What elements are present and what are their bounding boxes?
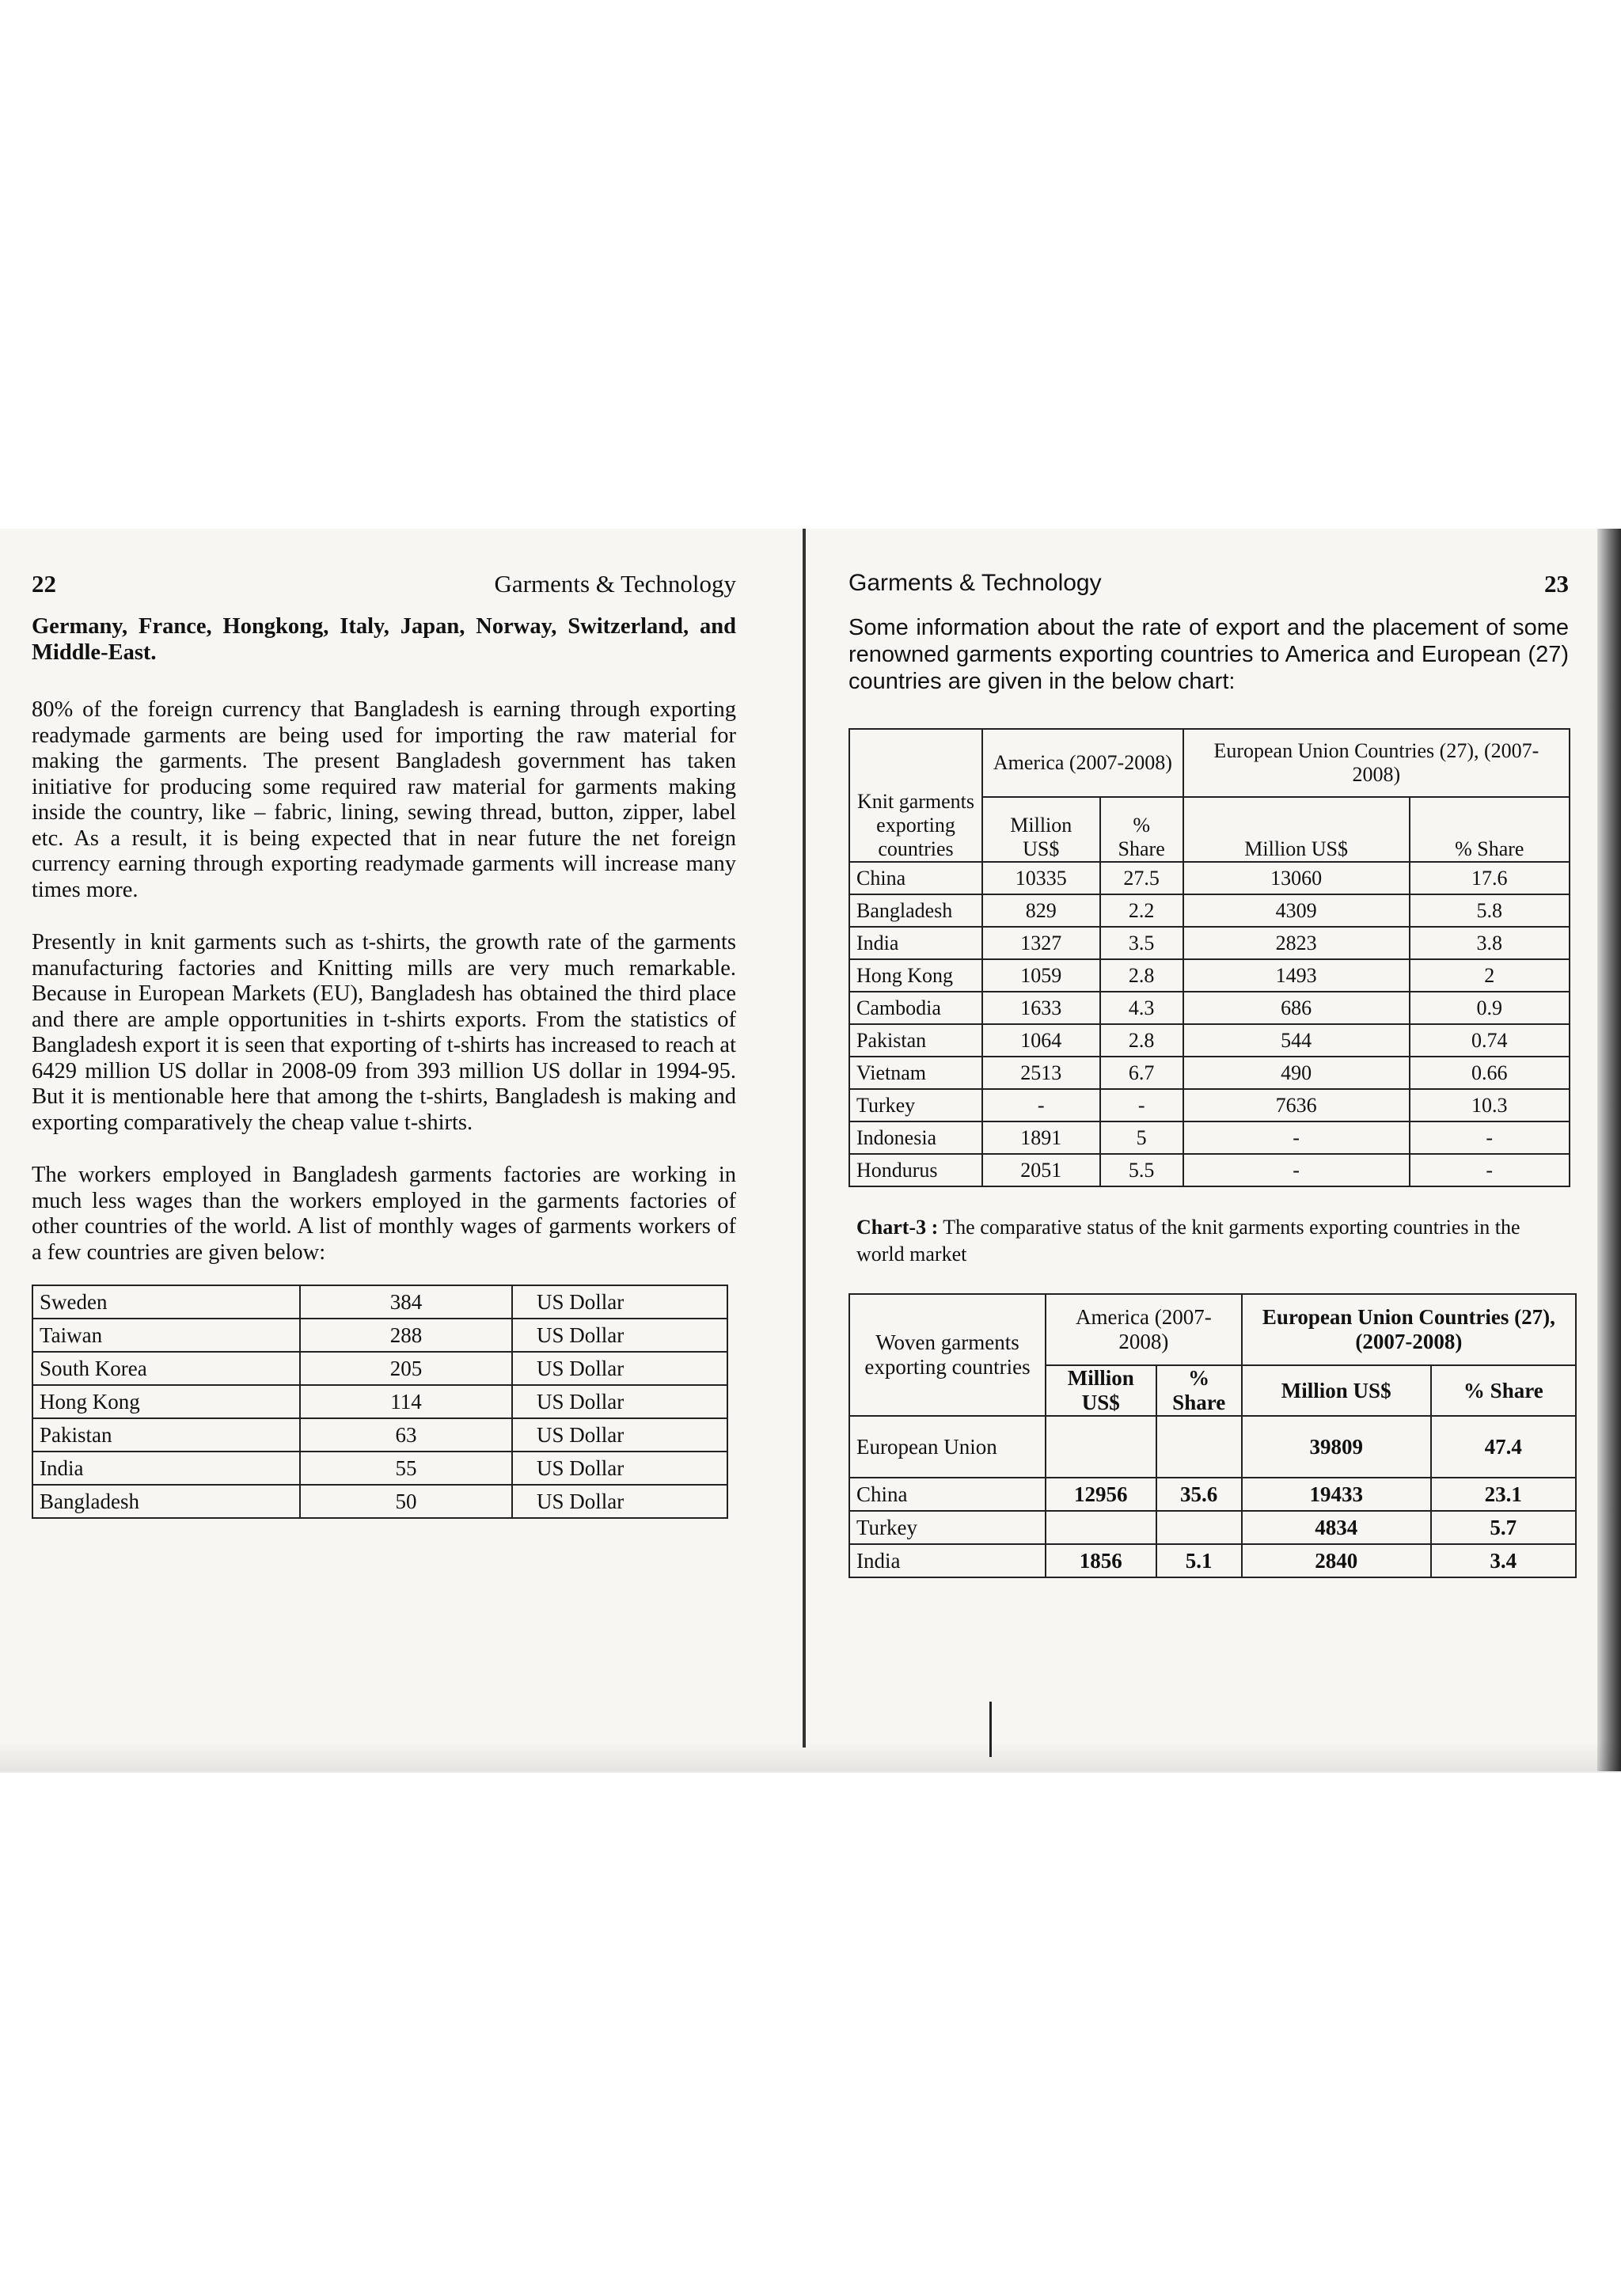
eu-share-cell: 17.6 (1410, 862, 1570, 894)
amount-cell: 50 (300, 1485, 512, 1518)
eu-share-cell: 10.3 (1410, 1089, 1570, 1121)
amount-cell: 288 (300, 1319, 512, 1352)
country-cell: South Korea (32, 1352, 300, 1385)
eu-share-cell: - (1410, 1121, 1570, 1154)
am-share-cell (1156, 1511, 1242, 1544)
header-america: America (2007-2008) (1046, 1294, 1242, 1365)
am-million-cell: 1064 (982, 1024, 1100, 1057)
header-eu-share: % Share (1431, 1365, 1576, 1416)
am-share-cell: 27.5 (1100, 862, 1183, 894)
am-million-cell: 829 (982, 894, 1100, 927)
book-spine (803, 529, 806, 1748)
eu-million-cell: 4309 (1183, 894, 1410, 927)
eu-million-cell: 544 (1183, 1024, 1410, 1057)
amount-cell: 55 (300, 1452, 512, 1485)
header-million-us: Million US$ (982, 797, 1100, 862)
table-row (32, 1319, 727, 1352)
unit-cell: US Dollar (512, 1319, 727, 1352)
unit-cell: US Dollar (512, 1452, 727, 1485)
bottom-shadow (0, 1741, 1621, 1773)
eu-million-cell: 1493 (1183, 959, 1410, 992)
country-cell: India (32, 1452, 300, 1485)
eu-share-cell: 0.9 (1410, 992, 1570, 1024)
left-page-header (32, 570, 736, 614)
page-edge-shadow (1597, 529, 1621, 1771)
eu-share-cell: 3.8 (1410, 927, 1570, 959)
header-eu-million: Million US$ (1242, 1365, 1431, 1416)
am-share-cell: 5.1 (1156, 1544, 1242, 1577)
am-share-cell: 5 (1100, 1121, 1183, 1154)
header-eu: European Union Countries (27), (2007-2008) (1242, 1294, 1576, 1365)
country-cell: Pakistan (32, 1418, 300, 1452)
header-country: Knit garments exporting countries (849, 729, 982, 862)
country-cell: Turkey (849, 1511, 1046, 1544)
eu-share-cell: 0.74 (1410, 1024, 1570, 1057)
table-row (849, 1478, 1576, 1511)
running-title: Garments & Technology (494, 570, 736, 598)
header-million-us: Million US$ (1046, 1365, 1156, 1416)
header-share: % Share (1156, 1365, 1242, 1416)
eu-million-cell: 2840 (1242, 1544, 1431, 1577)
amount-cell: 63 (300, 1418, 512, 1452)
amount-cell: 114 (300, 1385, 512, 1418)
paragraph-countries: Germany, France, Hongkong, Italy, Japan, Norway, Switzerland, and Middle-East. (32, 614, 736, 665)
unit-cell: US Dollar (512, 1385, 727, 1418)
eu-share-cell: 3.4 (1431, 1544, 1576, 1577)
header-eu: European Union Countries (27), (2007-2008) (1183, 729, 1570, 797)
am-share-cell: - (1100, 1089, 1183, 1121)
right-page (848, 570, 1569, 1578)
eu-million-cell: 13060 (1183, 862, 1410, 894)
table-row (32, 1452, 727, 1485)
eu-million-cell: 686 (1183, 992, 1410, 1024)
table-row (849, 1511, 1576, 1544)
country-cell: Taiwan (32, 1319, 300, 1352)
table-row (32, 1285, 727, 1319)
table-row (32, 1485, 727, 1518)
intro-paragraph: Some information about the rate of export and the placement of some renowned garments exporting countries to America and European (27) countries are given in the below chart: (848, 615, 1569, 694)
eu-million-cell: 19433 (1242, 1478, 1431, 1511)
header-country: Woven garments exporting countries (849, 1294, 1046, 1416)
am-million-cell: - (982, 1089, 1100, 1121)
eu-million-cell: 7636 (1183, 1089, 1410, 1121)
table-row (849, 1544, 1576, 1577)
eu-share-cell: 5.7 (1431, 1511, 1576, 1544)
am-million-cell (1046, 1416, 1156, 1478)
page-number: 23 (1544, 570, 1569, 598)
country-cell: Bangladesh (849, 894, 982, 927)
eu-million-cell: 490 (1183, 1057, 1410, 1089)
unit-cell: US Dollar (512, 1352, 727, 1385)
am-million-cell: 1327 (982, 927, 1100, 959)
eu-share-cell: 5.8 (1410, 894, 1570, 927)
paragraph-wages-intro: The workers employed in Bangladesh garments factories are working in much less wages than the workers employed in the garments factories of other countries of the world. A list of monthly wages of garments workers of a few countries are given below: (32, 1163, 736, 1265)
unit-cell: US Dollar (512, 1418, 727, 1452)
country-cell: India (849, 1544, 1046, 1577)
table-row (849, 1121, 1570, 1154)
eu-million-cell: - (1183, 1154, 1410, 1186)
chart-caption (856, 1214, 1569, 1268)
country-cell: Cambodia (849, 992, 982, 1024)
am-share-cell: 2.8 (1100, 1024, 1183, 1057)
am-share-cell: 3.5 (1100, 927, 1183, 959)
running-title: Garments & Technology (848, 570, 1102, 596)
eu-million-cell: 4834 (1242, 1511, 1431, 1544)
table-row (849, 927, 1570, 959)
table-row (849, 992, 1570, 1024)
unit-cell: US Dollar (512, 1285, 727, 1319)
table-row (849, 1154, 1570, 1186)
header-america: America (2007-2008) (982, 729, 1183, 797)
wages-table (32, 1285, 728, 1519)
country-cell: Hondurus (849, 1154, 982, 1186)
page-number: 22 (32, 570, 56, 598)
am-share-cell: 2.8 (1100, 959, 1183, 992)
table-row (849, 1089, 1570, 1121)
paragraph-foreign-currency: 80% of the foreign currency that Bangladesh is earning through exporting readymade garments are being used for importing the raw material for making the garments. The present Bangladesh government has taken initiative for producing some required raw material for garments making inside the country, like – fabric, lining, sewing thread, button, zipper, label etc. As a result, it is being expected that in near future the net foreign currency earning through exporting readymade garments will increase many times more. (32, 697, 736, 902)
header-eu-million: Million US$ (1183, 797, 1410, 862)
gutter-mark (989, 1702, 992, 1757)
am-share-cell: 4.3 (1100, 992, 1183, 1024)
am-share-cell (1156, 1416, 1242, 1478)
woven-export-table (848, 1293, 1577, 1578)
eu-share-cell: 47.4 (1431, 1416, 1576, 1478)
am-million-cell: 10335 (982, 862, 1100, 894)
country-cell: Turkey (849, 1089, 982, 1121)
table-row (849, 1024, 1570, 1057)
am-share-cell: 5.5 (1100, 1154, 1183, 1186)
country-cell: Hong Kong (32, 1385, 300, 1418)
eu-share-cell: 23.1 (1431, 1478, 1576, 1511)
country-cell: Sweden (32, 1285, 300, 1319)
table-row (32, 1385, 727, 1418)
am-million-cell: 12956 (1046, 1478, 1156, 1511)
am-million-cell: 2051 (982, 1154, 1100, 1186)
am-million-cell: 2513 (982, 1057, 1100, 1089)
country-cell: Hong Kong (849, 959, 982, 992)
am-million-cell: 1856 (1046, 1544, 1156, 1577)
table-row (849, 1416, 1576, 1478)
country-cell: China (849, 862, 982, 894)
table-row (32, 1418, 727, 1452)
am-million-cell (1046, 1511, 1156, 1544)
country-cell: Indonesia (849, 1121, 982, 1154)
table-row (849, 894, 1570, 927)
country-cell: Bangladesh (32, 1485, 300, 1518)
country-cell: Pakistan (849, 1024, 982, 1057)
country-cell: India (849, 927, 982, 959)
eu-million-cell: - (1183, 1121, 1410, 1154)
country-cell: China (849, 1478, 1046, 1511)
table-row (849, 1057, 1570, 1089)
header-eu-share: % Share (1410, 797, 1570, 862)
eu-million-cell: 2823 (1183, 927, 1410, 959)
knit-export-table (848, 728, 1570, 1187)
caption-text: The comparative status of the knit garments exporting countries in the world market (856, 1216, 1520, 1266)
table-row (32, 1352, 727, 1385)
caption-label: Chart-3 : (856, 1216, 939, 1239)
country-cell: European Union (849, 1416, 1046, 1478)
eu-share-cell: - (1410, 1154, 1570, 1186)
table-row (849, 862, 1570, 894)
amount-cell: 205 (300, 1352, 512, 1385)
eu-million-cell: 39809 (1242, 1416, 1431, 1478)
eu-share-cell: 2 (1410, 959, 1570, 992)
paragraph-knit-growth: Presently in knit garments such as t-shirts, the growth rate of the garments manufacturing factories and Knitting mills are very much remarkable. Because in European Markets (EU), Bangladesh has obtained the third place and there are ample opportunities in t-shirts exports. From the statistics of Bangladesh export it is seen that exporting of t-shirts has increased to reach at 6429 million US dollar in 2008-09 from 393 million US dollar in 1994-95. But it is mentionable here that among the t-shirts, Bangladesh is making and exporting comparatively the cheap value t-shirts. (32, 930, 736, 1135)
am-share-cell: 6.7 (1100, 1057, 1183, 1089)
eu-share-cell: 0.66 (1410, 1057, 1570, 1089)
am-million-cell: 1633 (982, 992, 1100, 1024)
am-million-cell: 1059 (982, 959, 1100, 992)
table-row (849, 959, 1570, 992)
am-share-cell: 35.6 (1156, 1478, 1242, 1511)
amount-cell: 384 (300, 1285, 512, 1319)
unit-cell: US Dollar (512, 1485, 727, 1518)
left-page (32, 570, 736, 1519)
right-page-header (848, 570, 1569, 614)
country-cell: Vietnam (849, 1057, 982, 1089)
header-share: % Share (1100, 797, 1183, 862)
am-share-cell: 2.2 (1100, 894, 1183, 927)
am-million-cell: 1891 (982, 1121, 1100, 1154)
